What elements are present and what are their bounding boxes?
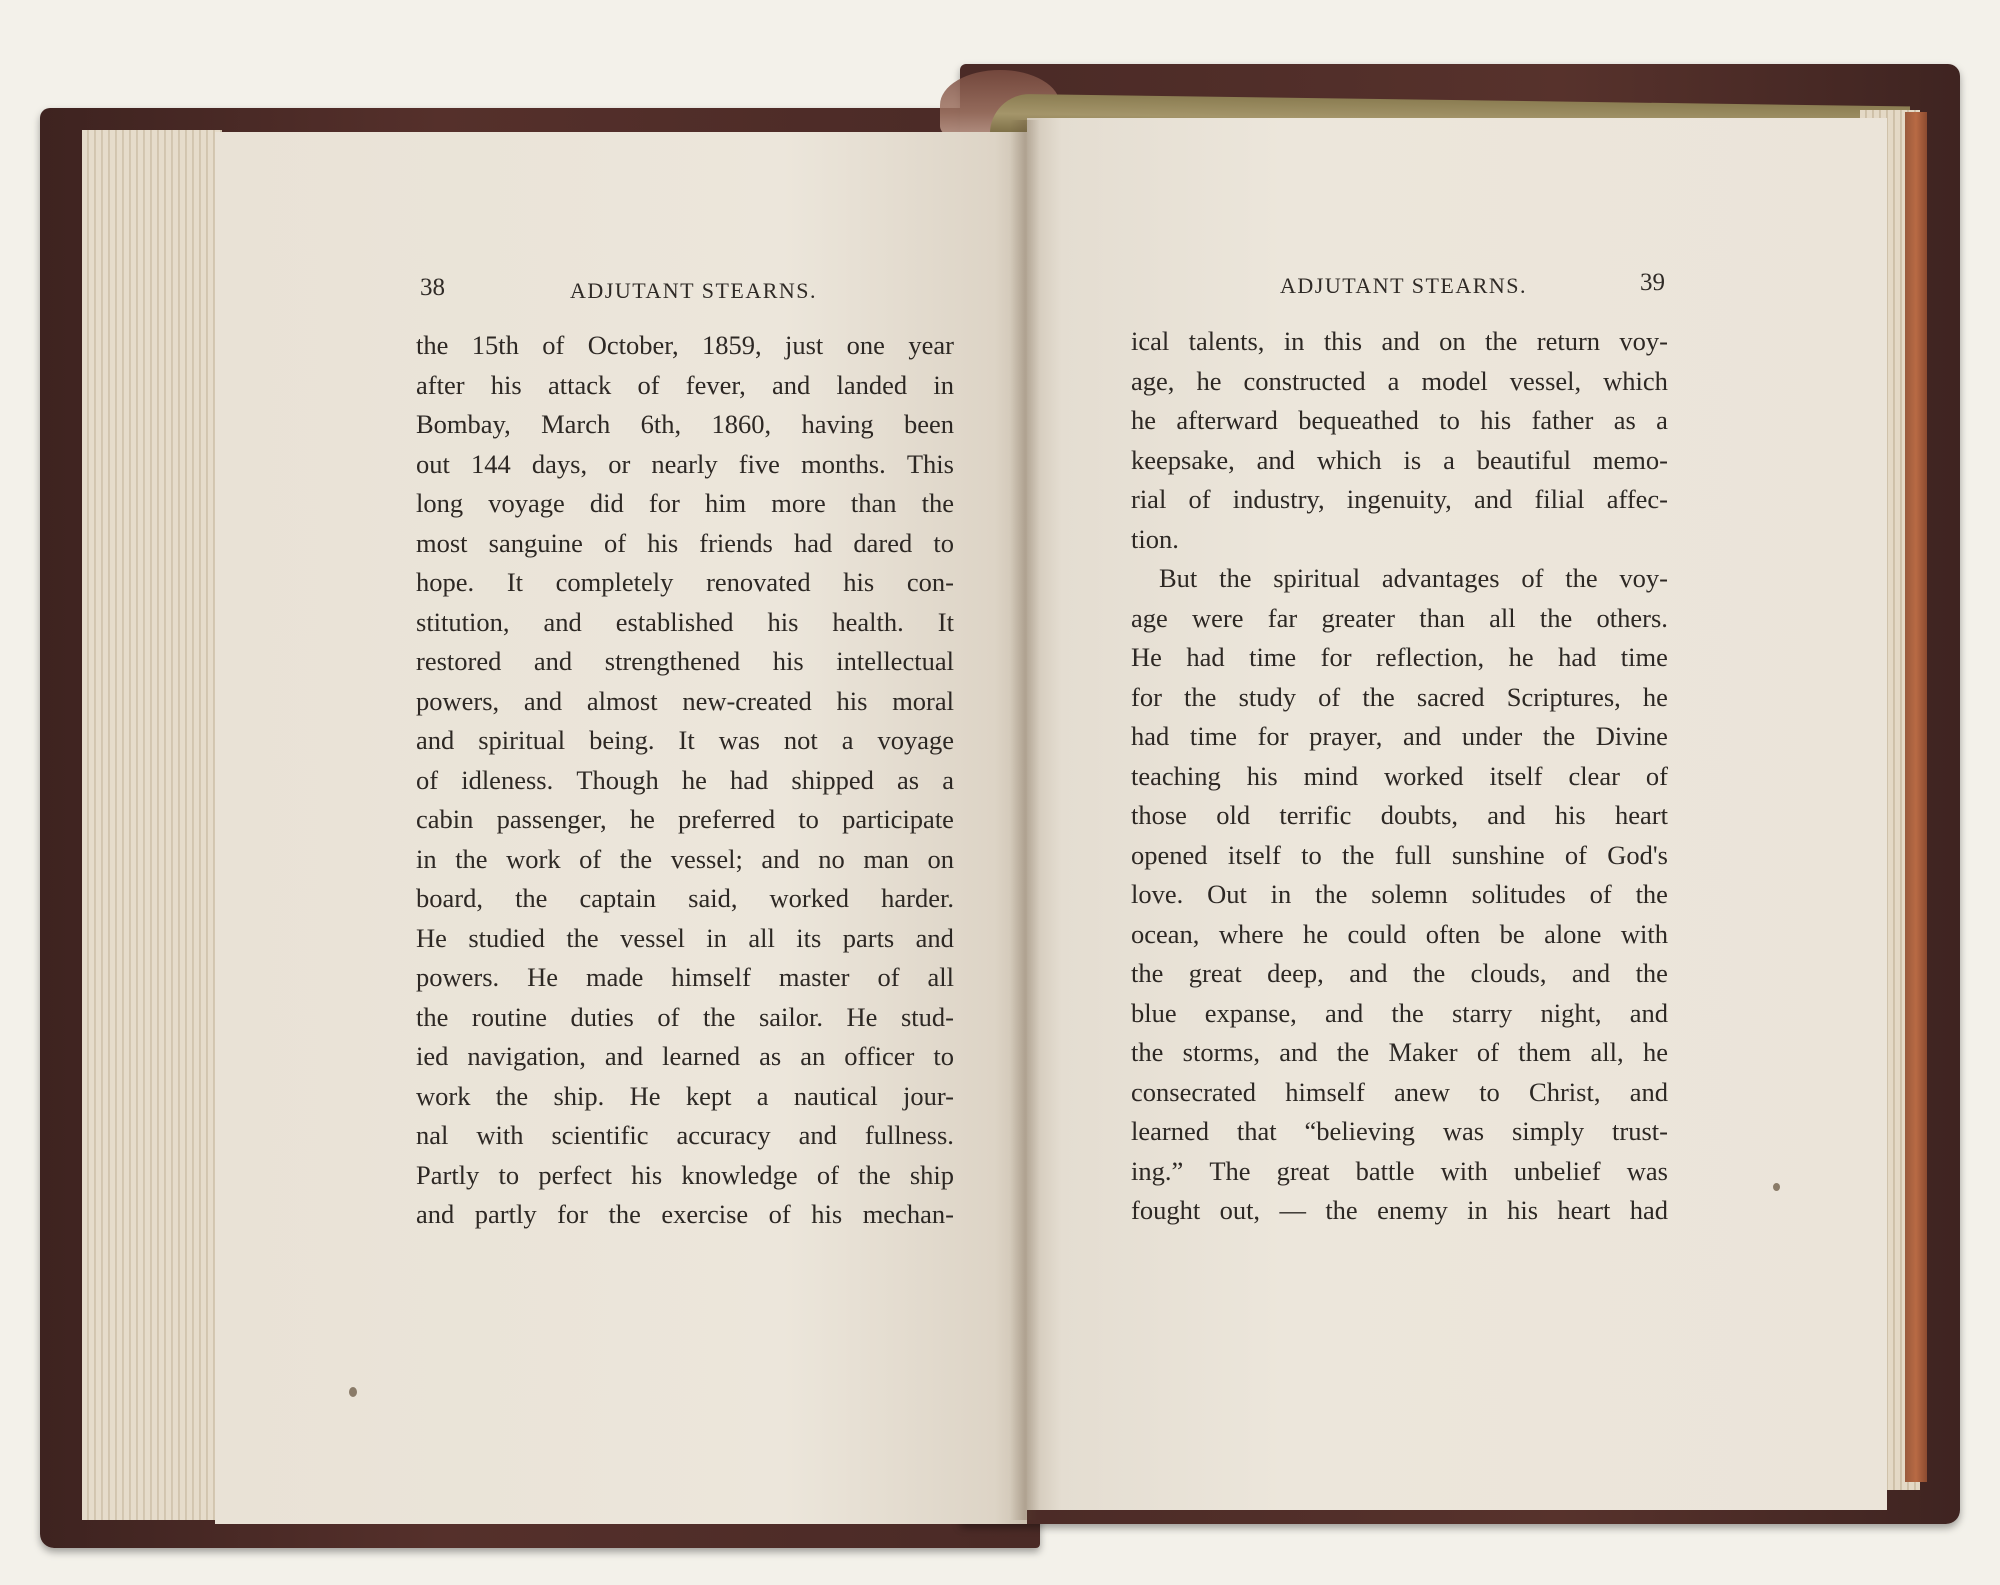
text-line: the routine duties of the sailor. He stud- xyxy=(416,1001,954,1032)
text-line: cabin passenger, he preferred to participate xyxy=(416,804,954,834)
left-running-head: ADJUTANT STEARNS. xyxy=(570,278,818,303)
text-line: He had time for reflection, he had time xyxy=(1131,642,1668,672)
right-page-body xyxy=(1131,322,1668,1231)
gutter-shadow xyxy=(1010,120,1040,1520)
text-line: ing.” The great battle with unbelief was xyxy=(1131,1155,1668,1186)
text-line: long voyage did for him more than the xyxy=(416,488,954,518)
text-line: He studied the vessel in all its parts and xyxy=(416,922,954,953)
text-line: the great deep, and the clouds, and the xyxy=(1131,958,1668,988)
text-line: learned that “believing was simply trust- xyxy=(1131,1116,1668,1146)
text-line: opened itself to the full sunshine of God's xyxy=(1131,839,1668,870)
text-line: love. Out in the solemn solitudes of the xyxy=(1131,879,1668,909)
left-page-number: 38 xyxy=(420,274,445,301)
text-line: nal with scientific accuracy and fullness. xyxy=(416,1120,954,1150)
text-line: stitution, and established his health. It xyxy=(416,606,954,637)
text-line: keepsake, and which is a beautiful memo- xyxy=(1131,444,1668,475)
text-line: ied navigation, and learned as an officer to xyxy=(416,1041,954,1071)
paper-speck xyxy=(349,1387,357,1397)
text-line: age were far greater than all the others. xyxy=(1131,602,1668,633)
text-line: he afterward bequeathed to his father as a xyxy=(1131,405,1668,435)
red-fore-edge xyxy=(1905,112,1927,1482)
text-line: powers, and almost new-created his moral xyxy=(416,685,954,716)
text-line: restored and strengthened his intellectual xyxy=(416,646,954,676)
right-page-number: 39 xyxy=(1640,269,1665,296)
paper-speck xyxy=(1773,1183,1780,1191)
text-line: rial of industry, ingenuity, and filial affec- xyxy=(1131,484,1668,514)
text-line: powers. He made himself master of all xyxy=(416,962,954,992)
text-line: age, he constructed a model vessel, which xyxy=(1131,365,1668,396)
text-line: those old terrific doubts, and his heart xyxy=(1131,800,1668,830)
text-line: the storms, and the Maker of them all, he xyxy=(1131,1037,1668,1067)
text-line: ocean, where he could often be alone with xyxy=(1131,918,1668,949)
text-line: board, the captain said, worked harder. xyxy=(416,883,954,913)
text-line: consecrated himself anew to Christ, and xyxy=(1131,1076,1668,1107)
text-line: and partly for the exercise of his mechan- xyxy=(416,1199,954,1229)
text-line: in the work of the vessel; and no man on xyxy=(416,843,954,874)
text-line: teaching his mind worked itself clear of xyxy=(1131,760,1668,791)
text-line: after his attack of fever, and landed in xyxy=(416,369,954,400)
text-line: Bombay, March 6th, 1860, having been xyxy=(416,409,954,439)
left-page-body xyxy=(416,326,954,1235)
text-line: for the study of the sacred Scriptures, he xyxy=(1131,681,1668,712)
text-line: most sanguine of his friends had dared to xyxy=(416,527,954,558)
text-line: work the ship. He kept a nautical jour- xyxy=(416,1080,954,1111)
text-line: hope. It completely renovated his con- xyxy=(416,567,954,597)
text-line: ical talents, in this and on the return voy- xyxy=(1131,326,1668,356)
text-line: tion. xyxy=(1131,523,1179,554)
text-line: Partly to perfect his knowledge of the ship xyxy=(416,1159,954,1190)
right-running-head: ADJUTANT STEARNS. xyxy=(1280,273,1528,298)
text-line: of idleness. Though he had shipped as a xyxy=(416,764,954,795)
text-line: out 144 days, or nearly five months. This xyxy=(416,448,954,479)
text-line: had time for prayer, and under the Divine xyxy=(1131,721,1668,751)
text-line: But the spiritual advantages of the voy- xyxy=(1159,563,1668,593)
text-line: and spiritual being. It was not a voyage xyxy=(416,725,954,755)
text-line: blue expanse, and the starry night, and xyxy=(1131,997,1668,1028)
text-line: fought out, — the enemy in his heart had xyxy=(1131,1195,1668,1225)
text-line: the 15th of October, 1859, just one year xyxy=(416,330,954,360)
page-edges-left xyxy=(82,130,222,1520)
